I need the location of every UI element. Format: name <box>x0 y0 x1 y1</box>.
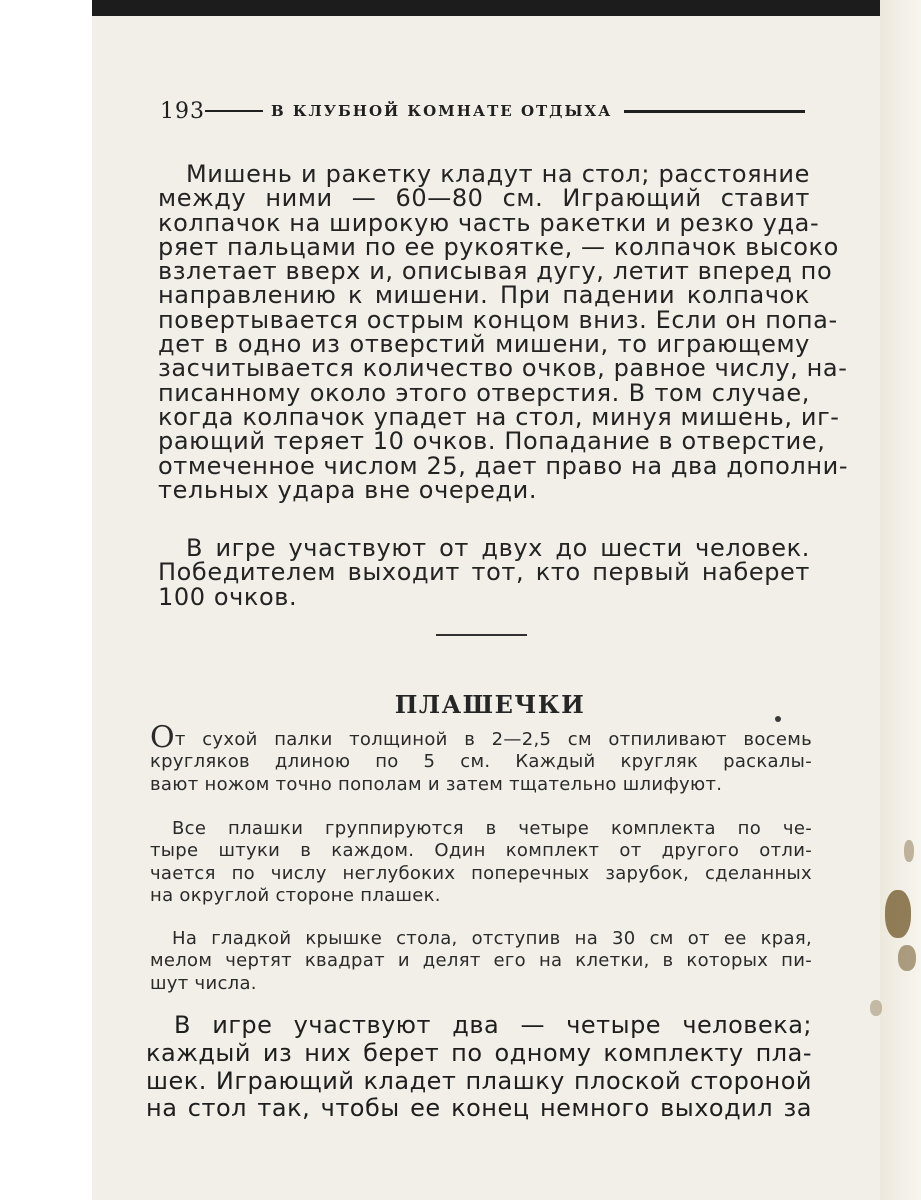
paragraph-players <box>158 536 810 609</box>
text-line: шут числа. <box>150 972 257 994</box>
header-rule-left <box>205 110 263 112</box>
paragraph-plashki-sets <box>150 818 812 907</box>
text-line: вают ножом точно пополам и затем тщательно шлифуют. <box>150 773 723 795</box>
text-line: когда колпачок упадет на стол, минуя мишень, иг- <box>158 402 840 431</box>
scan-left-margin <box>0 0 92 1200</box>
text-line: колпачок на широкую часть ракетки и резко уда- <box>158 208 820 237</box>
paper-stain <box>904 840 914 862</box>
paper-stain <box>898 945 916 971</box>
text-line: Все плашки группируются в четыре комплекта по че- <box>172 818 812 839</box>
text-line: 100 очков. <box>158 582 298 611</box>
text-line: на стол так, чтобы ее конец немного выходил за <box>146 1094 812 1123</box>
text-line: отмеченное числом 25, дает право на два дополни- <box>158 451 849 480</box>
text-line: шек. Играющий кладет плашку плоской стороной <box>146 1066 812 1095</box>
page-torn-edge <box>880 0 921 1200</box>
text-line: тыре штуки в каждом. Один комплект от другого отли- <box>150 840 812 862</box>
text-line: кругляков длиною по 5 см. Каждый кругляк раскалы- <box>150 751 812 773</box>
paragraph-plashki-board <box>150 928 812 995</box>
text-line: Победителем выходит тот, кто первый наберет <box>158 558 810 587</box>
text-line: В игре участвуют от двух до шести человек. <box>186 534 810 562</box>
page-number: 193 <box>160 98 205 124</box>
text-line: засчитывается количество очков, равное числу, на- <box>158 354 848 383</box>
paragraph-plashki-intro <box>150 720 812 796</box>
text-line: Мишень и ракетку кладут на стол; расстояние <box>186 160 810 188</box>
paragraph-target-game <box>158 160 849 504</box>
text-line: чается по числу неглубоких поперечных зарубок, сделанных <box>150 862 812 884</box>
text-line: В игре участвуют два — четыре человека; <box>174 1011 812 1039</box>
text-line: писанному около этого отверстия. В том случае, <box>158 378 810 407</box>
text-line: рающий теряет 10 очков. Попадание в отверстие, <box>158 427 826 456</box>
text-line: на округлой стороне плашек. <box>150 884 441 906</box>
text-line: ряет пальцами по ее рукоятке, — колпачок высоко <box>158 232 839 261</box>
text-line: дет в одно из отверстий мишени, то играющему <box>158 330 810 359</box>
text-line: между ними — 60—80 см. Играющий ставит <box>158 184 810 213</box>
running-head-title: В КЛУБНОЙ КОМНАТЕ ОТДЫХА <box>271 102 613 120</box>
scan-top-edge <box>0 0 921 16</box>
print-speck <box>775 716 781 722</box>
text-line <box>150 720 812 755</box>
text-line: направлению к мишени. При падении колпачок <box>158 281 810 310</box>
text-line: каждый из них берет по одному комплекту пла- <box>146 1038 812 1067</box>
paragraph-plashki-rules <box>146 1012 812 1123</box>
section-divider <box>436 634 527 636</box>
paper-stain <box>870 1000 882 1016</box>
text-line: тельных удара вне очереди. <box>158 475 538 504</box>
running-head <box>160 96 805 126</box>
text-line-rest: т сухой палки толщиной в 2—2,5 см отпиливают восемь <box>174 729 812 750</box>
text-line: На гладкой крышке стола, отступив на 30 см от ее края, <box>172 928 812 949</box>
header-rule-right <box>624 110 805 113</box>
text-line: мелом чертят квадрат и делят его на клетки, в которых пи- <box>150 950 812 972</box>
drop-cap: О <box>150 720 175 755</box>
paper-stain <box>885 890 911 938</box>
text-line: повертывается острым концом вниз. Если он попа- <box>158 305 838 334</box>
section-heading: ПЛАШЕЧКИ <box>394 690 586 719</box>
text-line: взлетает вверх и, описывая дугу, летит вперед по <box>158 257 833 286</box>
